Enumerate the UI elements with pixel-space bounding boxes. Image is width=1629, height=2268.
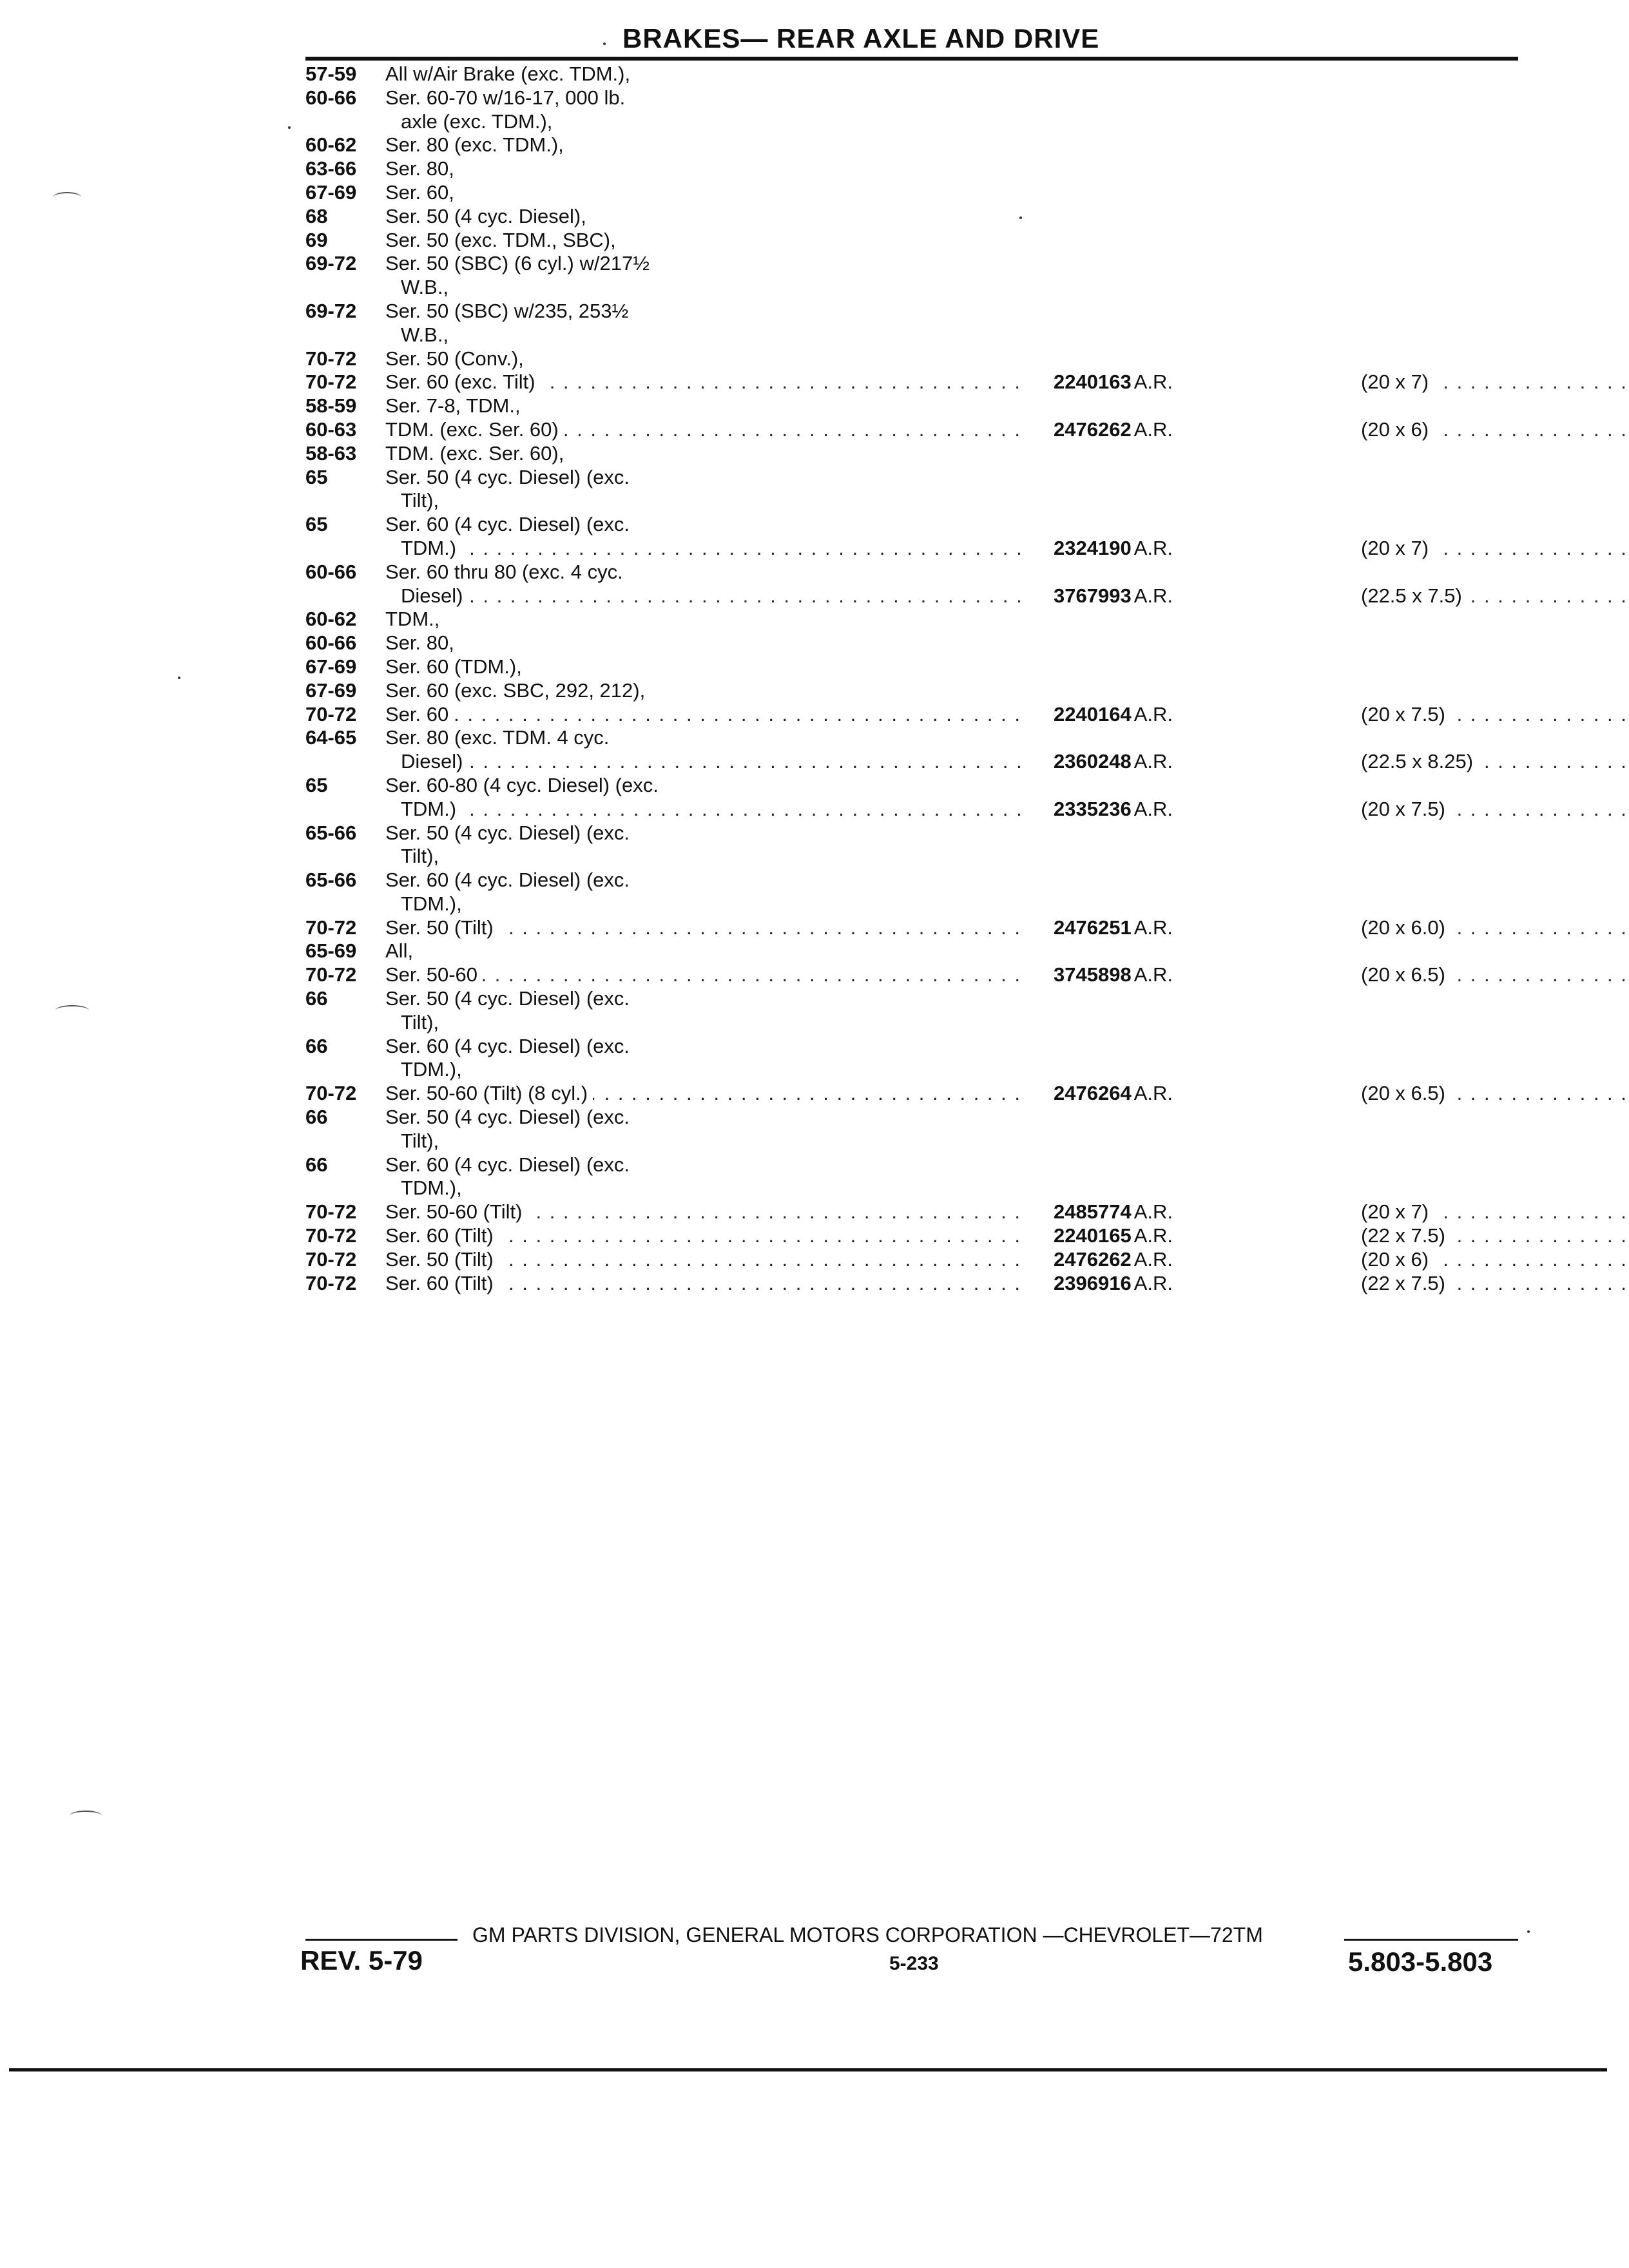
model-years: 70-72 [305,1271,357,1294]
table-row [305,869,1530,892]
quantity: A.R. [1133,584,1173,607]
part-number: 3767993 A.R. [1054,584,1173,607]
application-description: Ser. 60-80 (4 cyc. Diesel) (exc. [385,773,659,796]
table-row [305,62,1530,86]
model-years: 70-72 [305,916,357,939]
footer-rule-right [1344,1939,1518,1941]
application-description: Ser. 60 . . . [385,703,1027,727]
table-row [305,133,1530,157]
part-number: 2476251 A.R. [1054,916,1173,939]
table-row [305,537,1530,561]
table-row [305,157,1530,181]
model-years: 60-62 [305,133,357,157]
part-number: 2396916 A.R. [1054,1271,1173,1294]
drum-size: (20 x 7) . . . [1361,370,1629,394]
model-years: 60-62 [305,608,357,631]
model-years: 70-72 [305,1247,357,1271]
scan-dot [1527,1930,1530,1933]
application-description: Ser. 50 (4 cyc. Diesel) (exc. [385,821,630,844]
model-years: 69-72 [305,299,357,322]
scan-dot [1019,216,1022,219]
table-row [305,703,1530,727]
table-row [305,1106,1530,1129]
revision-label: REV. 5-79 [300,1945,423,1975]
application-description: TDM.) . . . [401,798,1027,822]
model-years: 65-66 [305,821,357,844]
quantity: A.R. [1133,370,1173,394]
part-number: 2476262 A.R. [1054,418,1173,441]
quantity: A.R. [1133,963,1173,986]
application-description: Ser. 50 (SBC) w/235, 253½ [385,299,629,322]
table-row [305,205,1530,229]
table-row [305,418,1530,442]
application-description: Ser. 50-60 (Tilt) . . . [385,1200,1027,1224]
application-description: W.B., [401,276,449,299]
scan-mark [55,1005,89,1015]
table-row [305,86,1530,110]
drum-size: (22.5 x 7.5) . . . [1361,584,1629,608]
drum-size: (20 x 6.5) . . . [1361,1082,1629,1106]
application-description: Ser. 50 (Tilt) . . . [385,916,1027,940]
table-row [305,181,1530,205]
drum-size: (20 x 6) . . . [1361,1248,1629,1272]
table-row [305,845,1530,869]
drum-size: (20 x 6.5) . . . [1361,963,1629,987]
model-years: 65 [305,773,328,796]
application-description: All w/Air Brake (exc. TDM.), [385,62,631,85]
table-row [305,750,1530,774]
quantity: A.R. [1133,750,1173,773]
application-description: TDM.), [401,1177,462,1200]
application-description: Ser. 60 (exc. SBC, 292, 212), [385,678,646,702]
table-row [305,442,1530,466]
part-number: 2476262 A.R. [1054,1247,1173,1271]
scan-dot [603,43,606,45]
model-years: 66 [305,1106,328,1129]
scan-mark [70,1811,102,1821]
application-description: Ser. 60 (4 cyc. Diesel) (exc. [385,513,630,536]
model-years: 67-69 [305,655,357,678]
drum-size: (20 x 6) . . . [1361,418,1629,442]
drum-size: (22 x 7.5) . . . [1361,1272,1629,1296]
application-description: Ser. 60 (4 cyc. Diesel) (exc. [385,1153,630,1176]
table-row [305,323,1530,347]
model-years: 60-66 [305,560,357,583]
table-row [305,726,1530,750]
table-row [305,1224,1530,1248]
application-description: Tilt), [401,489,439,512]
table-row [305,466,1530,490]
table-row [305,252,1530,276]
drum-size: (20 x 7.5) . . . [1361,703,1629,727]
application-description: Ser. 60 (TDM.), [385,655,522,678]
model-years: 66 [305,1034,328,1057]
application-description: Diesel) . . . [401,584,1027,608]
application-description: TDM., [385,608,440,631]
model-years: 69-72 [305,252,357,275]
quantity: A.R. [1133,1247,1173,1271]
table-row [305,110,1530,134]
table-row [305,513,1530,537]
model-years: 70-72 [305,1200,357,1224]
table-row [305,347,1530,371]
table-row [305,276,1530,300]
application-description: TDM.) . . . [401,537,1027,561]
table-row [305,892,1530,916]
application-description: Ser. 60 (Tilt) . . . [385,1272,1027,1296]
model-years: 70-72 [305,963,357,986]
model-years: 70-72 [305,1082,357,1105]
drum-size: (20 x 7) . . . [1361,1200,1629,1224]
table-row [305,229,1530,253]
table-row [305,963,1530,987]
model-years: 67-69 [305,678,357,702]
application-description: Ser. 80 (exc. TDM. 4 cyc. [385,726,610,749]
model-years: 65 [305,465,328,488]
model-years: 65-69 [305,939,357,963]
model-years: 66 [305,1153,328,1176]
table-row [305,822,1530,845]
table-row [305,1011,1530,1035]
application-description: Ser. 60 (exc. Tilt) . . . [385,370,1027,394]
application-description: Ser. 50 (4 cyc. Diesel) (exc. [385,1106,630,1129]
application-description: Ser. 50 (Conv.), [385,347,524,370]
application-description: Ser. 60-70 w/16-17, 000 lb. [385,86,626,109]
table-row [305,774,1530,798]
model-years: 70-72 [305,702,357,726]
application-description: Ser. 60 (4 cyc. Diesel) (exc. [385,869,630,892]
application-description: axle (exc. TDM.), [401,110,553,133]
drum-size: (20 x 7) . . . [1361,537,1629,561]
model-years: 58-63 [305,441,357,465]
footer-rule-left [305,1939,458,1941]
table-row [305,987,1530,1011]
quantity: A.R. [1133,916,1173,939]
application-description: Diesel) . . . [401,750,1027,774]
application-description: Tilt), [401,1129,439,1152]
application-description: Ser. 60 thru 80 (exc. 4 cyc. [385,560,623,583]
part-number: 2240165 A.R. [1054,1224,1173,1247]
page-number: 5-233 [889,1953,939,1974]
table-row [305,1177,1530,1200]
table-row [305,489,1530,513]
application-description: Ser. 60 (Tilt) . . . [385,1224,1027,1248]
quantity: A.R. [1133,797,1173,820]
table-row [305,394,1530,418]
table-row [305,1058,1530,1082]
application-description: Ser. 80 (exc. TDM.), [385,133,564,157]
application-description: Ser. 50 (4 cyc. Diesel) (exc. [385,465,630,488]
table-row [305,1035,1530,1059]
scan-mark [53,192,81,202]
application-description: Ser. 50 (SBC) (6 cyl.) w/217½ [385,252,650,275]
application-description: Ser. 50 (exc. TDM., SBC), [385,228,616,251]
part-number: 2324190 A.R. [1054,536,1173,559]
table-row [305,1129,1530,1153]
drum-size: (20 x 7.5) . . . [1361,798,1629,822]
application-description: Tilt), [401,1010,439,1033]
application-description: Ser. 50 (4 cyc. Diesel) (exc. [385,987,630,1010]
quantity: A.R. [1133,1082,1173,1105]
scan-dot [178,677,180,679]
application-description: Ser. 7-8, TDM., [385,394,521,418]
table-row [305,916,1530,940]
model-years: 65-66 [305,869,357,892]
model-years: 66 [305,987,328,1010]
part-number: 2360248 A.R. [1054,750,1173,773]
application-description: W.B., [401,323,449,346]
application-description: Ser. 60, [385,180,454,204]
model-years: 63-66 [305,157,357,180]
table-row [305,561,1530,584]
model-years: 58-59 [305,394,357,418]
application-description: Ser. 50-60 (Tilt) (8 cyl.) . . . [385,1082,1027,1106]
bottom-rule [9,2068,1607,2071]
table-row [305,1272,1530,1296]
application-description: TDM. (exc. Ser. 60), [385,441,564,465]
table-row [305,1200,1530,1224]
application-description: All, [385,939,414,963]
model-years: 64-65 [305,726,357,749]
part-number: 2240164 A.R. [1054,702,1173,726]
model-years: 70-72 [305,1224,357,1247]
application-description: Ser. 80, [385,157,454,180]
table-row [305,1082,1530,1106]
table-row [305,939,1530,963]
part-number: 2240163 A.R. [1054,370,1173,394]
table-row [305,798,1530,822]
table-row [305,1153,1530,1177]
drum-size: (22 x 7.5) . . . [1361,1224,1629,1248]
table-row [305,655,1530,679]
application-description: Ser. 50 (Tilt) . . . [385,1248,1027,1272]
model-years: 60-63 [305,418,357,441]
part-number: 3745898 A.R. [1054,963,1173,986]
table-row [305,300,1530,323]
application-description: Tilt), [401,845,439,868]
application-description: Ser. 50 (4 cyc. Diesel), [385,204,586,227]
table-row [305,584,1530,608]
model-years: 70-72 [305,370,357,394]
drum-size: (22.5 x 8.25) . . . [1361,750,1629,774]
table-row [305,608,1530,631]
part-number: 2476264 A.R. [1054,1082,1173,1105]
model-years: 70-72 [305,347,357,370]
application-description: Ser. 60 (4 cyc. Diesel) (exc. [385,1034,630,1057]
part-number: 2485774 A.R. [1054,1200,1173,1224]
model-years: 65 [305,513,328,536]
application-description: TDM. (exc. Ser. 60) . . . [385,418,1027,442]
part-number: 2335236 A.R. [1054,797,1173,820]
table-row [305,631,1530,655]
quantity: A.R. [1133,1200,1173,1224]
model-years: 60-66 [305,631,357,655]
parts-table [305,62,1530,1295]
scan-dot [288,126,291,129]
table-row [305,1248,1530,1272]
table-row [305,370,1530,394]
quantity: A.R. [1133,1271,1173,1294]
quantity: A.R. [1133,1224,1173,1247]
table-row [305,679,1530,703]
drum-size: (20 x 6.0) . . . [1361,916,1629,940]
application-description: Ser. 80, [385,631,454,655]
quantity: A.R. [1133,536,1173,559]
application-description: TDM.), [401,1058,462,1081]
title-rule [305,57,1518,61]
model-years: 69 [305,228,328,251]
section-number: 5.803-5.803 [1348,1946,1493,1977]
model-years: 60-66 [305,86,357,109]
application-description: Ser. 50-60 . . . [385,963,1027,987]
footer-organization: GM PARTS DIVISION, GENERAL MOTORS CORPORATION —CHEVROLET—72TM [472,1923,1263,1946]
page-title: BRAKES— REAR AXLE AND DRIVE [622,23,1100,53]
model-years: 57-59 [305,62,357,85]
model-years: 68 [305,204,328,227]
application-description: TDM.), [401,892,462,915]
model-years: 67-69 [305,180,357,204]
quantity: A.R. [1133,418,1173,441]
quantity: A.R. [1133,702,1173,726]
